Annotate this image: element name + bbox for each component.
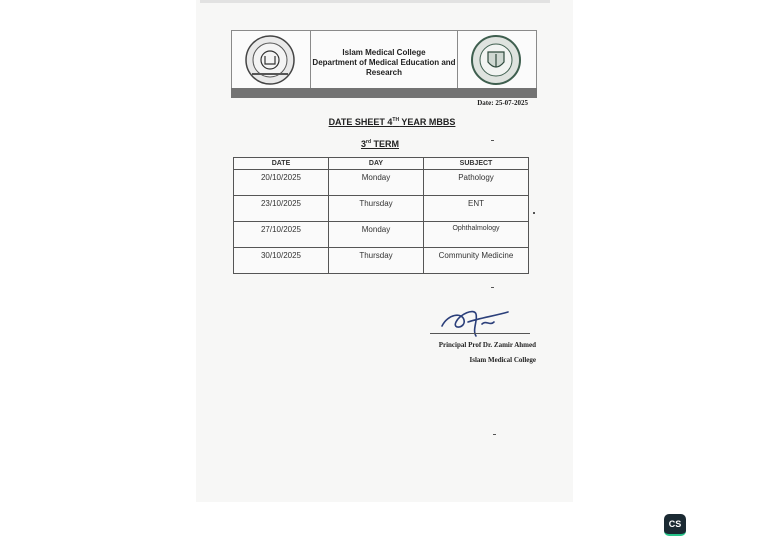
exam-day: Monday: [329, 170, 424, 196]
exam-date: 23/10/2025: [234, 196, 329, 222]
issue-date: Date: 25-07-2025: [477, 99, 528, 107]
signature-line: [430, 333, 530, 334]
signatory-name: Principal Prof Dr. Zamir Ahmed: [438, 341, 536, 349]
department-name: Department of Medical Education and: [312, 58, 456, 67]
scan-speck: [493, 434, 496, 435]
scan-speck: [491, 287, 494, 288]
exam-day: Thursday: [329, 196, 424, 222]
exam-subject: Ophthalmology: [424, 222, 529, 248]
table-row: [234, 196, 529, 222]
table-header-row: [234, 158, 529, 170]
term-heading: [330, 139, 430, 149]
college-name: Islam Medical College: [342, 48, 426, 57]
department-name-cont: Research: [365, 68, 403, 77]
right-logo-cell: [457, 31, 536, 89]
signatory-institution: Islam Medical College: [469, 356, 536, 364]
exam-subject: Community Medicine: [424, 248, 529, 274]
title-text-end: YEAR MBBS: [399, 117, 456, 127]
title-text: DATE SHEET 4: [328, 117, 393, 127]
scan-speck: [533, 212, 535, 214]
uhs-seal-icon: [244, 34, 296, 86]
exam-subject: Pathology: [424, 170, 529, 196]
exam-date: 27/10/2025: [234, 222, 329, 248]
column-header-day: DAY: [329, 158, 424, 170]
letterhead: [231, 30, 537, 90]
scan-edge-shadow: [200, 0, 550, 3]
title-superscript: TH: [392, 117, 400, 123]
date-sheet-table: [233, 157, 529, 274]
term-number: 3: [360, 139, 366, 149]
column-header-date: DATE: [234, 158, 329, 170]
camscanner-badge[interactable]: CS: [664, 514, 686, 536]
letterhead-band: [231, 88, 537, 98]
term-text: TERM: [371, 139, 399, 149]
page-title: [300, 117, 484, 127]
signature-icon: [438, 300, 518, 340]
scan-speck: [491, 140, 494, 141]
exam-day: Thursday: [329, 248, 424, 274]
left-logo-cell: [232, 31, 311, 89]
table-row: [234, 222, 529, 248]
table-row: [234, 248, 529, 274]
islam-medical-college-crest-icon: [470, 34, 522, 86]
column-header-subject: SUBJECT: [424, 158, 529, 170]
table-row: [234, 170, 529, 196]
exam-date: 30/10/2025: [234, 248, 329, 274]
exam-date: 20/10/2025: [234, 170, 329, 196]
exam-day: Monday: [329, 222, 424, 248]
organization-name: [311, 48, 457, 78]
exam-subject: ENT: [424, 196, 529, 222]
term-superscript: rd: [366, 139, 371, 145]
